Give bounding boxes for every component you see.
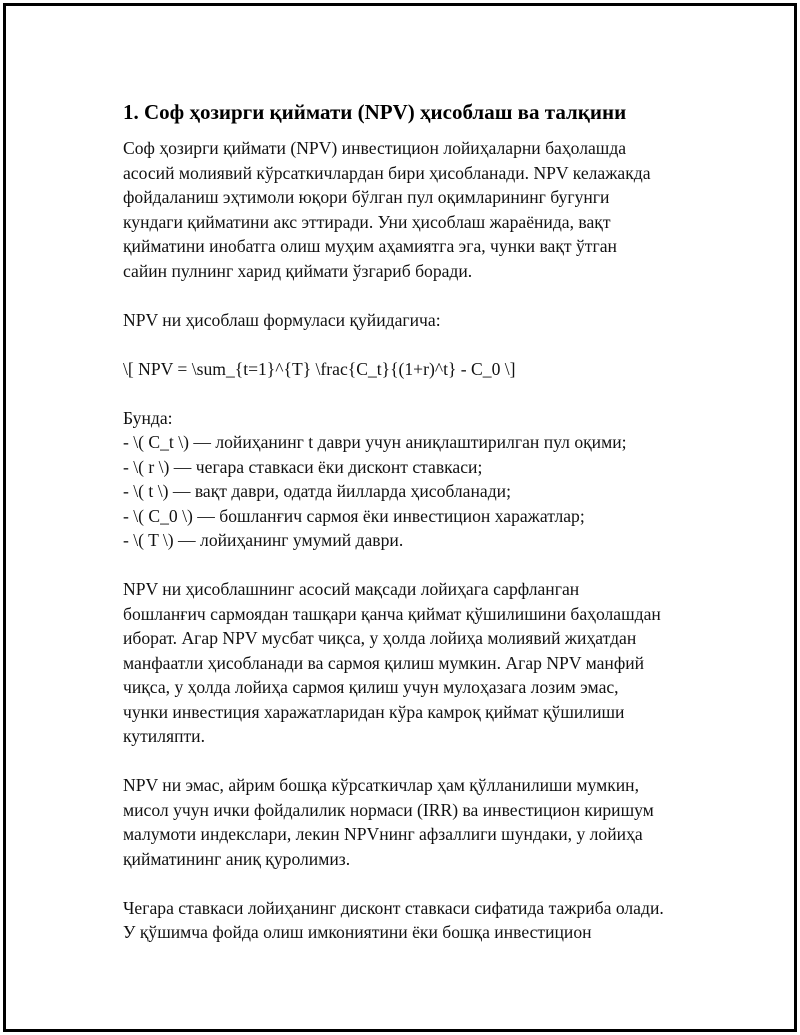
paragraph-npv-definition [123, 136, 703, 283]
text-line: мисол учун ички фойдалилик нормаси (IRR) ва инвестицион киришум [123, 799, 654, 820]
text-line: қийматини инобатга олиш муҳим аҳамиятга эга, чунки вақт ўтган [123, 236, 617, 256]
text-line: NPV ни ҳисоблашнинг асосий мақсади лойиҳага сарфланган [123, 579, 580, 599]
paragraph-npv-purpose [123, 577, 703, 749]
definition-item: - \( r \) — чегара ставкаси ёки дисконт ставкаси; [123, 456, 483, 477]
definition-item: - \( C_0 \) — бошланғич сармоя ёки инвестицион харажатлар; [123, 505, 585, 526]
formula-text: \[ NPV = \sum_{t=1}^{T} \frac{C_t}{(1+r)^t} - C_0 \] [123, 358, 516, 379]
text-line: чиқса, у ҳолда лойиҳа сармоя қилиш учун мулоҳазага лозим эмас, [123, 677, 619, 697]
text-line: манфаатли ҳисобланади ва сармоя қилиш мумкин. Агар NPV манфий [123, 652, 645, 673]
text-line: малумоти индекслари, лекин NPVнинг афзаллиги шундаки, у лойиҳа [123, 824, 643, 844]
paragraph-other-indicators [123, 773, 703, 871]
definitions-list [123, 406, 703, 553]
text-line: қийматининг аниқ қуролимиз. [123, 848, 351, 869]
text-line: асосий молиявий кўрсаткичлардан бири ҳисобланади. NPV келажакда [123, 162, 651, 183]
text-line: кутиляпти. [123, 726, 205, 746]
text-line: чунки инвестиция харажатларидан кўра камроқ қиймат қўшилиши [123, 701, 625, 722]
definition-item: - \( T \) — лойиҳанинг умумий даври. [123, 530, 404, 550]
text-line: бошланғич сармоядан ташқари қанча қиймат қўшилишини баҳолашдан [123, 603, 661, 624]
section-heading: 1. Соф ҳозирги қиймати (NPV) ҳисоблаш ва талқини [123, 100, 627, 124]
document-body [123, 98, 703, 969]
formula [123, 357, 703, 382]
text-line: NPV ни эмас, айрим бошқа кўрсаткичлар ҳам қўлланилиши мумкин, [123, 775, 639, 795]
text-line: У қўшимча фойда олиш имкониятини ёки бошқа инвестицион [123, 922, 592, 942]
text-line: Чегара ставкаси лойиҳанинг дисконт ставкаси сифатида тажриба олади. [123, 897, 664, 918]
text-line: сайин пулнинг харид қиймати ўзгариб боради. [123, 260, 473, 281]
definition-item: - \( C_t \) — лойиҳанинг t даври учун аниқлаштирилган пул оқими; [123, 432, 627, 452]
definition-item: - \( t \) — вақт даври, одатда йилларда ҳисобланади; [123, 481, 511, 501]
formula-intro [123, 308, 703, 333]
text-line: иборат. Агар NPV мусбат чиқса, у ҳолда лойиҳа молиявий жиҳатдан [123, 628, 637, 648]
text-line: NPV ни ҳисоблаш формуласи қуйидагича: [123, 309, 441, 330]
text-line: Соф ҳозирги қиймати (NPV) инвестицион лойиҳаларни баҳолашда [123, 138, 627, 158]
paragraph-discount-rate [123, 896, 703, 945]
text-line: фойдаланиш эҳтимоли юқори бўлган пул оқимларининг бугунги [123, 187, 610, 207]
page-frame [3, 3, 797, 1032]
definitions-title: Бунда: [123, 407, 173, 428]
text-line: кундаги қийматини акс эттиради. Уни ҳисоблаш жараёнида, вақт [123, 211, 611, 232]
